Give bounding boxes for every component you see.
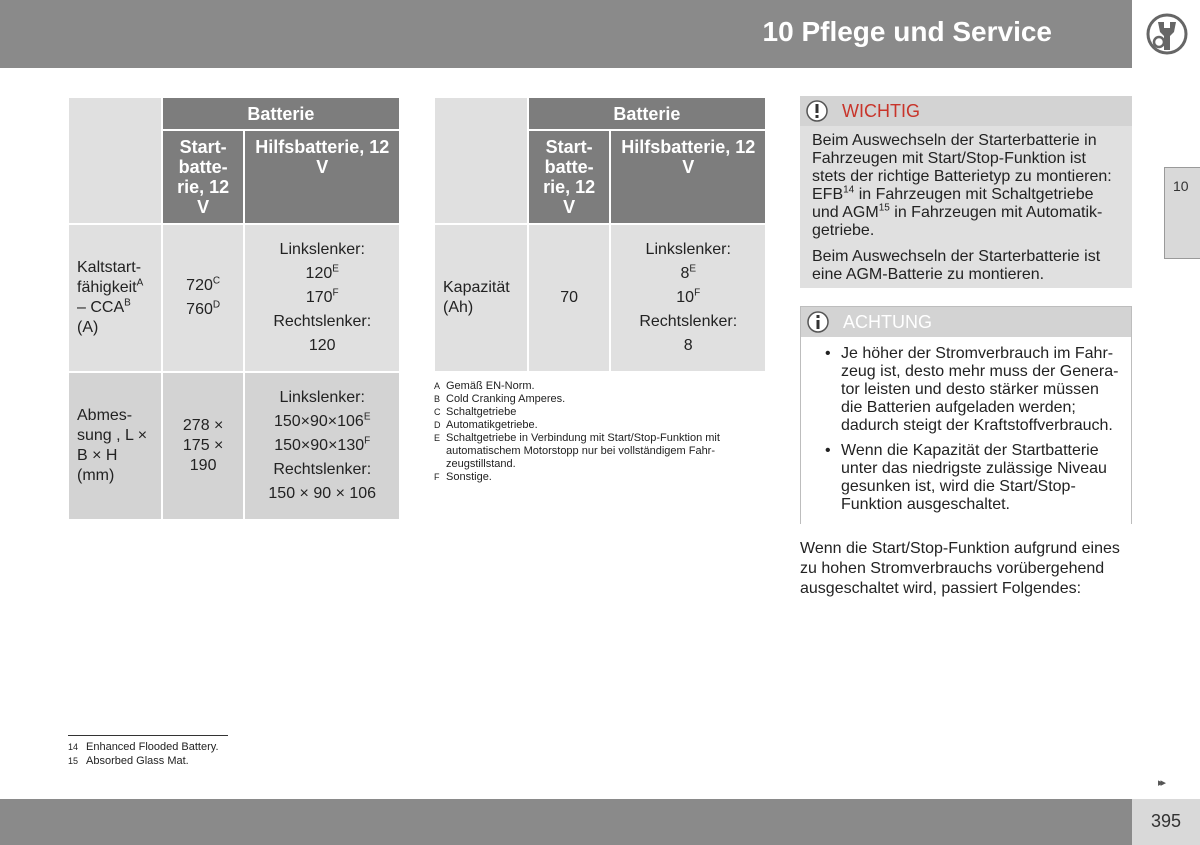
value-line: [245, 288, 399, 308]
right-hand-drive-label: Rechtslenker:: [639, 313, 738, 330]
note-key: D: [434, 420, 441, 430]
page-number-box: [1132, 799, 1200, 845]
dimensions-aux-battery-values: [245, 373, 399, 519]
page-footer: [0, 799, 1132, 845]
capacity-start-battery-value: 70: [529, 225, 610, 371]
footnote-ref: E: [332, 263, 339, 275]
col-header-aux-battery: Hilfsbatterie, 12 V: [611, 131, 765, 223]
right-hand-drive-label: Rechtslenker:: [273, 461, 372, 478]
value: 170: [305, 289, 333, 306]
col-header-aux-battery: Hilfsbatterie, 12 V: [245, 131, 399, 223]
left-hand-drive-label: Linkslenker:: [645, 241, 731, 258]
value-line: [245, 264, 399, 284]
note-box-title: ACHTUNG: [843, 312, 932, 332]
row-label-line: Abmes-: [77, 407, 133, 424]
table-note: [434, 432, 764, 471]
footnote-ref: E: [363, 411, 371, 423]
footnote-ref: F: [364, 435, 371, 447]
value-line: 190: [189, 457, 217, 474]
footnotes: [68, 740, 219, 768]
footnote-ref: C: [212, 275, 221, 287]
value: 120: [305, 265, 333, 282]
cca-aux-battery-values: [245, 225, 399, 371]
note-key: F: [434, 472, 440, 482]
important-box: [800, 96, 1132, 288]
chapter-title: 10 Pflege und Service: [762, 16, 1052, 47]
value-line: [245, 412, 399, 432]
chapter-tab-label: 10: [1173, 178, 1189, 194]
value: 120: [308, 337, 336, 354]
table-corner-cell: [69, 98, 161, 223]
row-label-line: B × H: [77, 447, 118, 464]
table-group-header: Batterie: [163, 98, 399, 129]
important-box-body: [800, 126, 1132, 302]
next-page-icon[interactable]: ▸▸: [1158, 777, 1164, 789]
right-hand-drive-label: Rechtslenker:: [273, 313, 372, 330]
text-run: in Fahrzeugen mit Schaltgetriebe und AGM: [812, 186, 1094, 221]
warning-icon: [806, 100, 828, 122]
footnote-ref: B: [124, 297, 131, 309]
note-text: Cold Cranking Amperes.: [446, 393, 566, 405]
battery-spec-table-1: [67, 96, 401, 521]
note-text: Schaltgetriebe in Verbindung mit Start/Stop-Funktion mit automatischem Motorstopp nur bei vollständigem Fahr-zeugstillstand.: [446, 432, 720, 470]
note-box: [800, 306, 1132, 524]
col-header-start-battery: Start- batte- rie, 12 V: [529, 131, 610, 223]
note-text: Gemäß EN-Norm.: [446, 380, 535, 392]
footnote-text: Enhanced Flooded Battery.: [86, 741, 219, 753]
footnote-ref: 14: [843, 184, 855, 196]
row-label-capacity: [435, 225, 527, 371]
note-text: Automatikgetriebe.: [446, 419, 538, 431]
page-number: 395: [1150, 811, 1182, 831]
footnote-number: 14: [68, 742, 79, 752]
info-icon: [807, 311, 829, 333]
footnote-number: 15: [68, 756, 79, 766]
value: 10: [676, 289, 695, 306]
table-notes: [434, 380, 764, 484]
page-header: [0, 0, 1132, 68]
row-label-dimensions: [69, 373, 161, 519]
value: 8: [680, 265, 690, 282]
text-run: in Fahrzeugen mit Automatik-getriebe.: [812, 204, 1103, 239]
left-hand-drive-label: Linkslenker:: [279, 389, 365, 406]
footnote-ref: F: [694, 287, 701, 299]
note-text: Schaltgetriebe: [446, 406, 517, 418]
row-label-line: Kaltstart-: [77, 259, 142, 276]
footnote-text: Absorbed Glass Mat.: [86, 755, 189, 767]
footnote-ref: E: [689, 263, 697, 275]
text-run: Beim Auswechseln der Starterbatterie in Fahrzeugen mit Start/Stop-Funktion ist stets der richtige Batterietyp zu montieren: EFB: [812, 132, 1112, 203]
list-item: • Wenn die Kapazität der Startbatterie unter das niedrigste zulässige Niveau gesunken ist, wird die Start/Stop-Funktion ausgeschaltet.: [813, 442, 1119, 514]
table-note: [434, 393, 764, 406]
value-line: [245, 436, 399, 456]
value-line: 175 ×: [182, 437, 224, 454]
wrench-gear-icon: [1144, 12, 1190, 56]
col-header-start-battery: Start- batte- rie, 12 V: [163, 131, 244, 223]
value-line: [163, 276, 244, 296]
left-hand-drive-label: Linkslenker:: [279, 241, 365, 258]
footnote-divider: [68, 735, 228, 736]
value-line: [611, 288, 765, 308]
important-box-title: WICHTIG: [842, 101, 920, 121]
note-list: [813, 345, 1119, 514]
row-label-line: (Ah): [443, 299, 474, 316]
row-label-line: (mm): [77, 467, 115, 484]
body-paragraph: Wenn die Start/Stop-Funktion aufgrund eines zu hohen Stromverbrauchs vorübergehend ausgeschaltet wird, passiert Folgendes:: [800, 540, 1120, 597]
note-text: Sonstige.: [446, 471, 492, 483]
row-label-line: sung , L ×: [77, 427, 148, 444]
important-paragraph-2: Beim Auswechseln der Starterbatterie ist eine AGM-Batterie zu montieren.: [812, 248, 1101, 283]
note-box-header: [801, 307, 1131, 337]
footnote-ref: F: [332, 287, 339, 299]
cca-start-battery-values: [163, 225, 244, 371]
table-note: [434, 419, 764, 432]
row-label-line: fähigkeit: [77, 279, 137, 296]
value-line: 278 ×: [182, 417, 224, 434]
table-note: [434, 406, 764, 419]
important-box-header: [800, 96, 1132, 126]
footnote: [68, 740, 219, 754]
value: 150×90×106: [273, 413, 364, 430]
chapter-tab[interactable]: [1164, 167, 1200, 259]
note-box-body: [801, 337, 1131, 524]
note-key: C: [434, 407, 441, 417]
row-label-line: – CCA: [77, 299, 125, 316]
value: 150 × 90 × 106: [268, 485, 377, 502]
value-line: [611, 264, 765, 284]
table-group-header: Batterie: [529, 98, 765, 129]
value: 150×90×130: [274, 437, 365, 454]
row-label-line: (A): [77, 319, 99, 336]
table-note: [434, 471, 764, 484]
value: 720: [186, 277, 213, 294]
footnote-ref: 15: [878, 202, 890, 214]
table-note: [434, 380, 764, 393]
battery-spec-table-2: [433, 96, 767, 373]
dimensions-start-battery-values: [163, 373, 244, 519]
value: 8: [683, 337, 693, 354]
table-corner-cell: [435, 98, 527, 223]
footnote: [68, 754, 219, 768]
row-label-cca: [69, 225, 161, 371]
note-key: A: [434, 381, 441, 391]
value: 760: [186, 301, 213, 318]
list-item: • Je höher der Stromverbrauch im Fahr-zeug ist, desto mehr muss der Genera-tor leisten und desto stärker müssen die Batterien aufgeladen werden; dadurch steigt der Kraftstoffverbrauch.: [813, 345, 1119, 435]
footnote-ref: D: [212, 299, 221, 311]
footnote-ref: A: [136, 277, 144, 289]
chapter-icon-box: [1132, 0, 1200, 68]
important-paragraph-1: [812, 132, 1120, 240]
value-line: [163, 300, 244, 320]
capacity-aux-battery-values: [611, 225, 765, 371]
note-key: B: [434, 394, 441, 404]
note-key: E: [434, 433, 441, 443]
row-label-line: Kapazität: [443, 279, 510, 296]
